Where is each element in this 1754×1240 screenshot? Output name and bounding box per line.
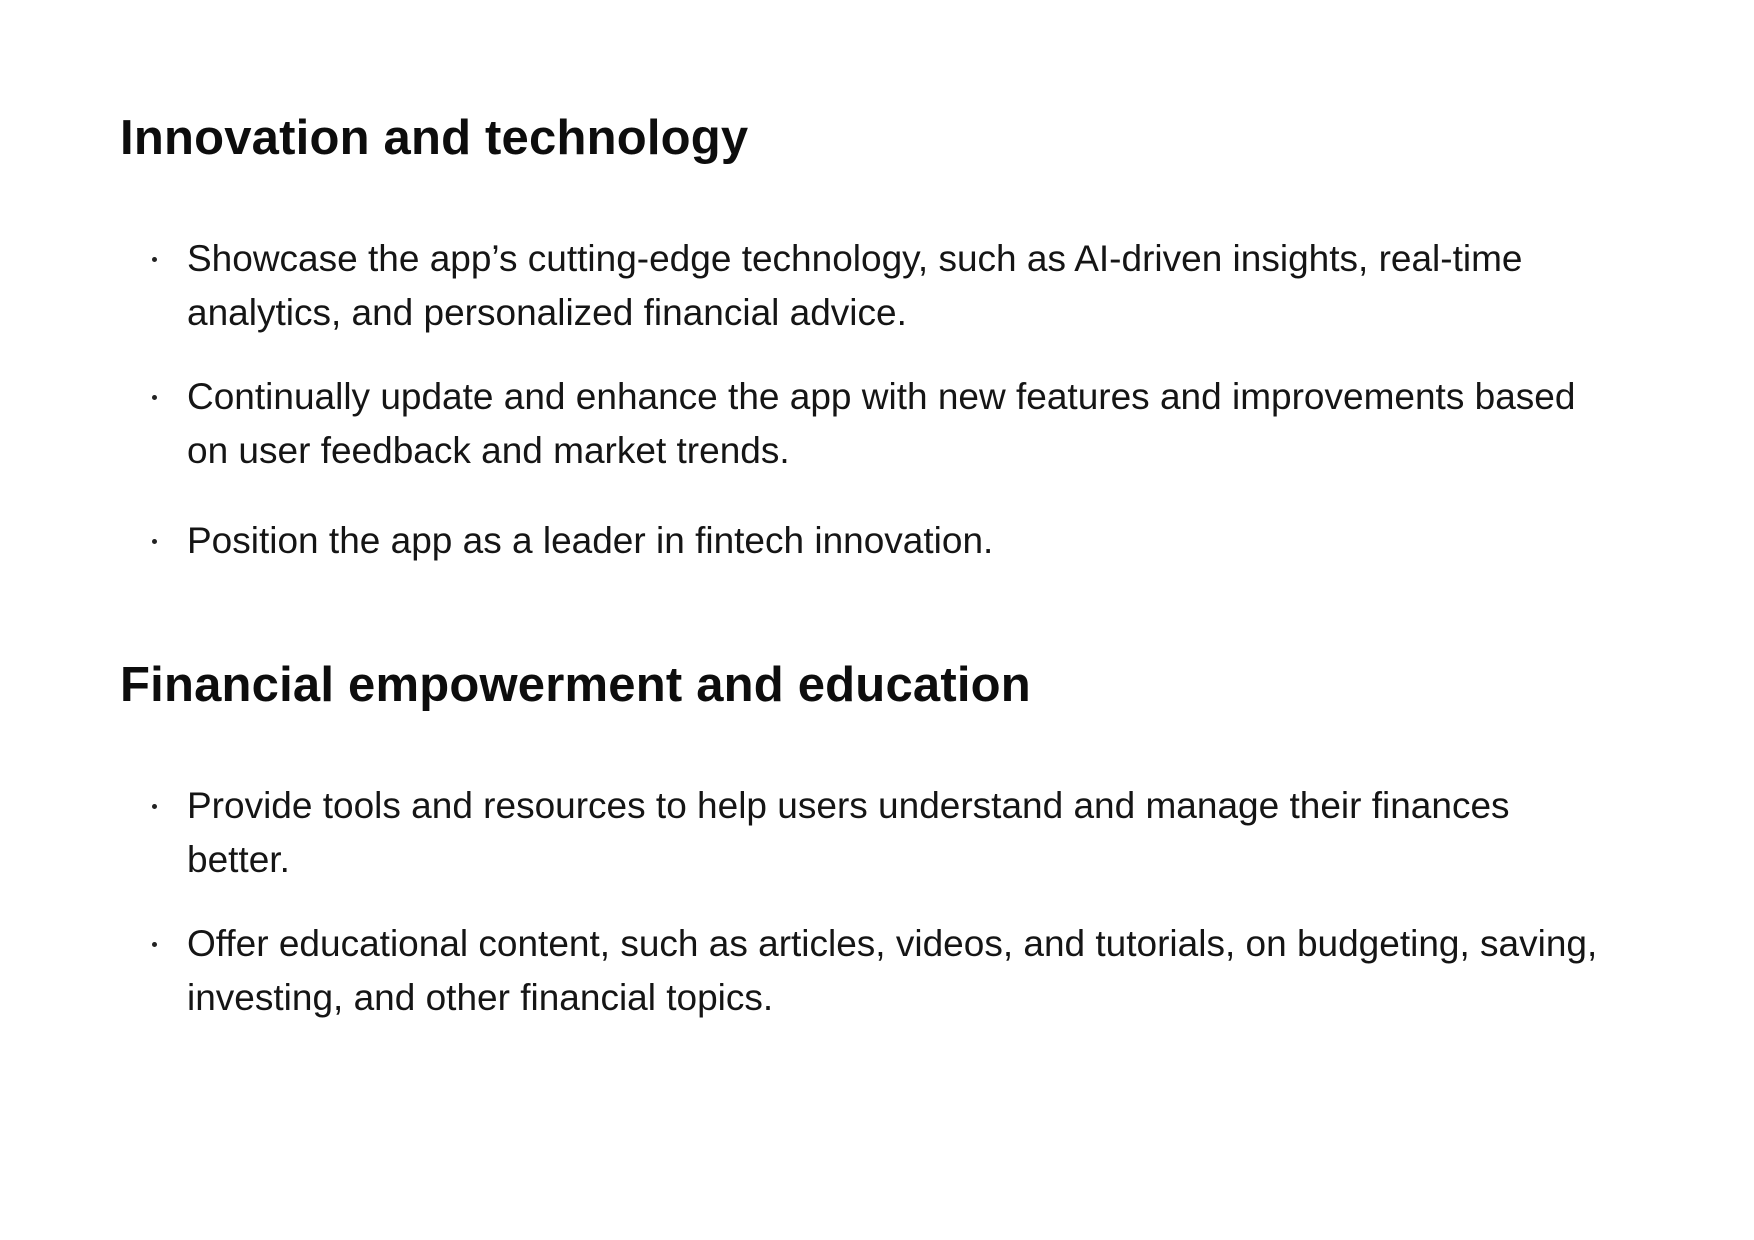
list-item-text: Position the app as a leader in fintech innovation. bbox=[187, 520, 994, 561]
section-financial-empowerment-education bbox=[120, 655, 1600, 1018]
section-heading: Innovation and technology bbox=[120, 111, 749, 165]
list-item bbox=[120, 917, 1600, 1025]
bullet-dot-icon bbox=[152, 942, 157, 947]
section-heading: Financial empowerment and education bbox=[120, 658, 1031, 712]
bullet-dot-icon bbox=[152, 804, 157, 809]
list-item bbox=[120, 514, 1600, 568]
list-item-text: Continually update and enhance the app with new features and improvements based on user feedback and market trends. bbox=[187, 376, 1576, 471]
bullet-list bbox=[120, 232, 1600, 568]
list-item bbox=[120, 370, 1600, 478]
bullet-dot-icon bbox=[152, 539, 157, 544]
list-item bbox=[120, 779, 1600, 887]
list-item-text: Provide tools and resources to help users understand and manage their finances better. bbox=[187, 785, 1510, 880]
bullet-list bbox=[120, 779, 1600, 1025]
section-innovation-technology bbox=[120, 108, 1600, 561]
list-item-text: Offer educational content, such as articles, videos, and tutorials, on budgeting, saving, investing, and other financial topics. bbox=[187, 923, 1598, 1018]
list-item bbox=[120, 232, 1600, 340]
bullet-dot-icon bbox=[152, 395, 157, 400]
bullet-dot-icon bbox=[152, 257, 157, 262]
list-item-text: Showcase the app’s cutting-edge technology, such as AI-driven insights, real-time analytics, and personalized financial advice. bbox=[187, 238, 1523, 333]
